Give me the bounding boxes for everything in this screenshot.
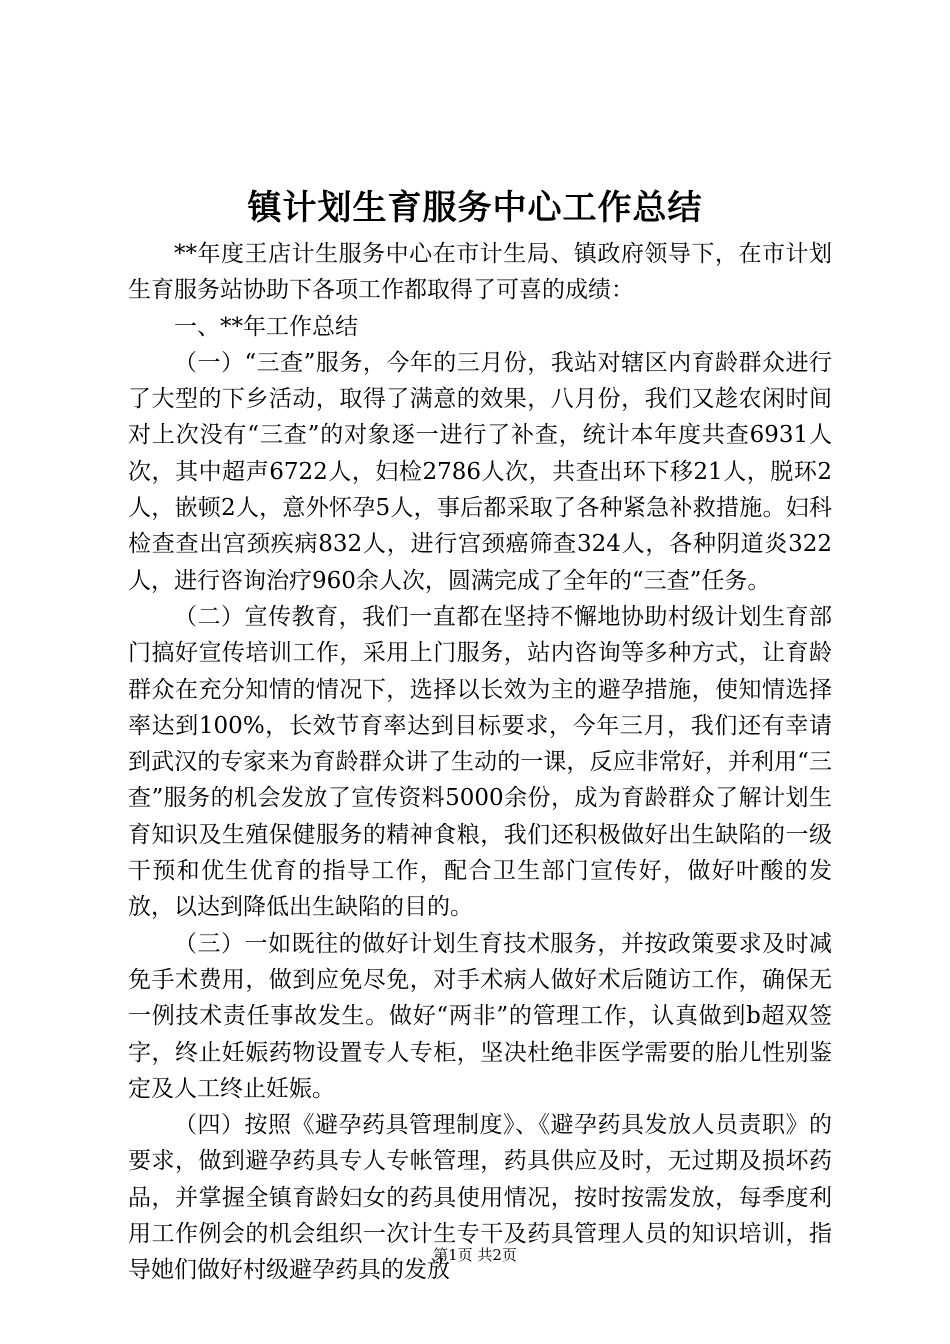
section-heading: 一、**年工作总结 xyxy=(174,313,358,340)
paragraph-intro: **年度王店计生服务中心在市计生局、镇政府领导下，在市计划生育服务站协助下各项工作都取得了可喜的成绩： xyxy=(128,241,832,304)
paragraph-item-4: （四）按照《避孕药具管理制度》、《避孕药具发放人员责职》的要求，做到避孕药具专人专帐管理，药具供应及时，无过期及损坏药品，并掌握全镇育龄妇女的药具使用情况，按时按需发放，每季度利用工作例会的机会组织一次计生专干及药具管理人员的知识培训，指导她们做好村级避孕药具的发放 xyxy=(128,1112,832,1284)
page-footer: 第1页 共2页 xyxy=(433,1246,517,1264)
document-body xyxy=(128,236,832,1289)
document-title: 镇计划生育服务中心工作总结 xyxy=(247,188,703,228)
paragraph-item-3: （三）一如既往的做好计划生育技术服务，并按政策要求及时减免手术费用，做到应免尽免，对手术病人做好术后随访工作，确保无一例技术责任事故发生。做好“两非”的管理工作，认真做到b超双签字，终止妊娠药物设置专人专柜，坚决杜绝非医学需要的胎儿性别鉴定及人工终止妊娠。 xyxy=(128,930,832,1102)
paragraph-item-2: （二）宣传教育，我们一直都在坚持不懈地协助村级计划生育部门搞好宣传培训工作，采用上门服务，站内咨询等多种方式，让育龄群众在充分知情的情况下，选择以长效为主的避孕措施，使知情选择率达到100%，长效节育率达到目标要求，今年三月，我们还有幸请到武汉的专家来为育龄群众讲了生动的一课，反应非常好，并利用“三查”服务的机会发放了宣传资料5000余份，成为育龄群众了解计划生育知识及生殖保健服务的精神食粮，我们还积极做好出生缺陷的一级干预和优生优育的指导工作，配合卫生部门宣传好，做好叶酸的发放，以达到降低出生缺陷的目的。 xyxy=(128,603,832,921)
paragraph-item-1: （一）“三查”服务，今年的三月份，我站对辖区内育龄群众进行了大型的下乡活动，取得了满意的效果，八月份，我们又趁农闲时间对上次没有“三查”的对象逐一进行了补查，统计本年度共查6931人次，其中超声6722人，妇检2786人次，共查出环下移21人，脱环2人，嵌顿2人，意外怀孕5人，事后都采取了各种紧急补救措施。妇科检查查出宫颈疾病832人，进行宫颈癌筛查324人，各种阴道炎322人，进行咨询治疗960余人次，圆满完成了全年的“三查”任务。 xyxy=(128,349,832,594)
